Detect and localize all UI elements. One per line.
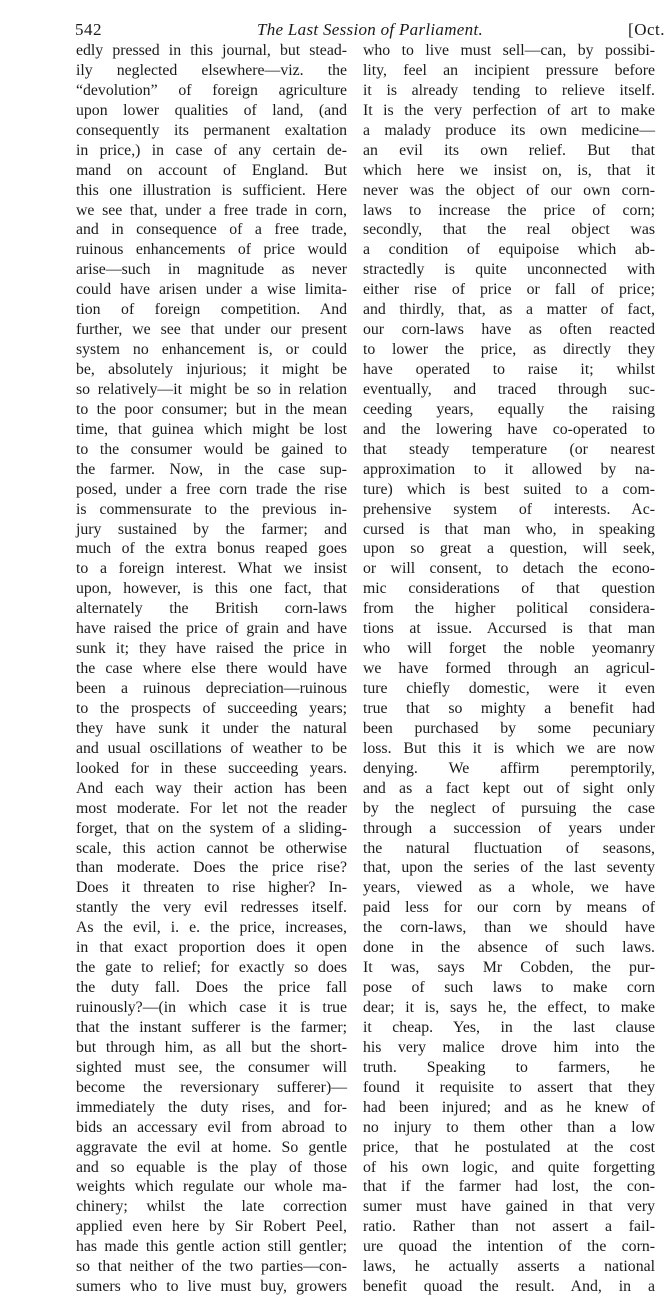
text-line: we see that, under a free trade in corn, [76,201,347,219]
text-line: or will consent, to detach the econo- [363,560,655,578]
text-line: found it requisite to assert that they [363,1078,655,1096]
text-line: an evil its own relief. But that [363,141,655,159]
text-line: ruinous enhancements of price would [76,241,347,259]
text-line: upon so great a question, will seek, [363,540,655,558]
text-line: price, that he postulated at the cost [363,1138,655,1156]
text-line: this one illustration is sufficient. Here [76,181,347,199]
text-line: true that so mighty a benefit had [363,699,655,717]
text-line: “devolution” of foreign agriculture [76,81,347,99]
text-line: a malady produce its own medicine— [363,121,655,139]
text-line: has made this gentle action still gentler; [76,1238,347,1256]
text-line: stractedly is quite unconnected with [363,261,655,279]
text-line: and so equable is the play of those [76,1158,347,1176]
text-line: who to live must sell—can, by possibi- [363,42,655,59]
text-line: the corn-laws, than we should have [363,919,655,937]
text-line: could have arisen under a wise limita- [76,281,347,299]
text-line: It is the very perfection of art to make [363,101,655,119]
text-line: and as a fact kept out of sight only [363,779,655,797]
text-line: which here we insist on, is, that it [363,161,655,179]
text-line: time, that guinea which might be lost [76,420,347,438]
text-line: by the neglect of pursuing the case [363,799,655,817]
text-line: cursed is that man who, in speaking [363,520,655,538]
running-date: [Oct. [628,20,665,39]
text-line: and the lowering have co-operated to [363,420,655,438]
text-line: tion of foreign competition. And [76,301,347,319]
text-line: have operated to raise it; whilst [363,361,655,378]
text-line: consequently its permanent exaltation [76,121,347,139]
text-line: our corn-laws have as often reacted [363,321,655,339]
text-line: dear; it is, says he, the effect, to make [363,999,655,1016]
text-line: ily neglected elsewhere—viz. the [76,61,347,79]
text-line: ceeding years, equally the raising [363,400,655,418]
text-line: much of the extra bonus reaped goes [76,540,347,558]
text-line: become the reversionary sufferer)— [76,1078,347,1096]
text-line: to the consumer would be gained to [76,440,347,458]
text-line: stantly the very evil redresses itself. [76,899,347,917]
text-line: scale, this action cannot be otherwise [76,839,347,857]
text-line: further, we see that under our present [76,321,347,339]
text-line: and usual oscillations of weather to be [76,739,347,757]
text-line: that steady temperature (or nearest [363,440,655,458]
text-line: denying. We affirm peremptorily, [363,759,655,777]
text-line: sumers who to live must buy, growers [76,1278,347,1296]
text-line: most moderate. For let not the reader [76,799,347,817]
text-line: to the poor consumer; but in the mean [76,400,347,418]
text-line: forget, that on the system of a sliding- [76,819,347,837]
text-line: been a ruinous depreciation—ruinous [76,680,347,697]
text-line: so that neither of the two parties—con- [76,1258,347,1276]
text-line: the case where else there would have [76,660,347,678]
text-line: is commensurate to the previous in- [76,500,347,518]
text-line: paid less for our corn by means of [363,899,655,917]
text-line: looked for in these succeeding years. [76,759,347,777]
text-line: to the prospects of succeeding years; [76,699,347,717]
text-line: sumer must have gained in that very [363,1198,655,1216]
text-line: ratio. Rather than not assert a fail- [363,1218,655,1236]
text-line: chinery; whilst the late correction [76,1198,347,1216]
text-line: lity, feel an incipient pressure before [363,61,655,79]
text-line: of his own logic, and quite forgetting [363,1158,655,1176]
text-line: eventually, and traced through suc- [363,380,655,398]
text-line: ruinously?—(in which case it is true [76,999,347,1016]
text-line: It was, says Mr Cobden, the pur- [363,959,655,977]
text-line: and in consequence of a free trade, [76,221,347,239]
text-line: arise—such in magnitude as never [76,261,347,279]
text-line: we have formed through an agricul- [363,660,655,678]
page-header [75,20,665,42]
text-line: been purchased by some pecuniary [363,719,655,737]
text-line: mand on account of England. But [76,161,347,179]
text-line: to a foreign interest. What we insist [76,560,347,578]
text-line: but through him, as all but the short- [76,1038,347,1056]
text-line: either rise of price or fall of price; [363,281,655,299]
text-line: in that exact proportion does it open [76,939,347,957]
text-line: they have sunk it under the natural [76,719,347,737]
text-line: sunk it; they have raised the price in [76,640,347,658]
text-line: who will forget the noble yeomanry [363,640,655,658]
text-line: never was the object of our own corn- [363,181,655,199]
page-number: 542 [75,20,102,39]
text-line: weights which regulate our whole ma- [76,1178,347,1196]
text-line: immediately the duty rises, and for- [76,1098,347,1116]
text-line: that if the farmer had lost, the con- [363,1178,655,1196]
text-line: ture chiefly domestic, were it even [363,680,655,697]
text-line: jury sustained by the farmer; and [76,520,347,538]
text-line: have raised the price of grain and have [76,620,347,638]
running-title: The Last Session of Parliament. [256,20,484,39]
text-line: bids an accessary evil from abroad to [76,1118,347,1136]
text-line: mic considerations of that question [363,580,655,598]
text-column-left [76,41,347,1297]
text-line: system no enhancement is, or could [76,341,347,359]
text-line: As the evil, i. e. the price, increases, [76,919,347,937]
text-line: Does it threaten to rise higher? In- [76,879,347,897]
text-line: ure quoad the intention of the corn- [363,1238,655,1256]
text-line: approximation to it allowed by na- [363,460,655,478]
text-line: the natural fluctuation of seasons, [363,839,655,857]
text-line: that, upon the series of the last seventy [363,859,655,877]
text-line: be, absolutely injurious; it might be [76,361,347,378]
text-line: sighted must see, the consumer will [76,1058,347,1076]
text-line: aggravate the evil at home. So gentle [76,1138,347,1156]
text-line: the gate to relief; for exactly so does [76,959,347,977]
text-line: had been injured; and as he knew of [363,1098,655,1116]
text-line: laws to increase the price of corn; [363,201,655,219]
text-line: pose of such laws to make corn [363,979,655,997]
text-line: the duty fall. Does the price fall [76,979,347,997]
text-line: that the instant sufferer is the farmer; [76,1018,347,1036]
text-line: upon, however, is this one fact, that [76,580,347,598]
text-line: a condition of equipoise which ab- [363,241,655,259]
text-line: in price,) in case of any certain de- [76,141,347,159]
text-line: applied even here by Sir Robert Peel, [76,1218,347,1236]
text-line: laws, he actually asserts a national [363,1258,655,1276]
text-line: his very malice drove him into the [363,1038,655,1056]
text-line: years, viewed as a whole, we have [363,879,655,897]
text-line: it is already tending to relieve itself. [363,81,655,99]
text-line: done in the absence of such laws. [363,939,655,957]
text-line: prehensive system of interests. Ac- [363,500,655,518]
text-line: to lower the price, as directly they [363,341,655,359]
text-line: truth. Speaking to farmers, he [363,1058,655,1076]
text-line: the farmer. Now, in the case sup- [76,460,347,478]
text-line: ture) which is best suited to a com- [363,480,655,498]
text-line: And each way their action has been [76,779,347,797]
text-line: posed, under a free corn trade the rise [76,480,347,498]
text-line: alternately the British corn-laws [76,600,347,618]
text-line: from the higher political considera- [363,600,655,618]
text-line: loss. But this it is which we are now [363,739,655,757]
text-line: upon lower qualities of land, (and [76,101,347,119]
text-line: benefit quoad the result. And, in a [363,1278,655,1296]
text-line: through a succession of years under [363,819,655,837]
text-line: it cheap. Yes, in the last clause [363,1018,655,1036]
text-line: tions at issue. Accursed is that man [363,620,655,638]
text-line: than moderate. Does the price rise? [76,859,347,877]
text-line: edly pressed in this journal, but stead- [76,42,347,59]
text-column-right [363,41,655,1297]
text-line: and thirdly, that, as a matter of fact, [363,301,655,319]
text-line: no injury to them other than a low [363,1118,655,1136]
text-line: so relatively—it might be so in relation [76,380,347,398]
text-line: secondly, that the real object was [363,221,655,239]
